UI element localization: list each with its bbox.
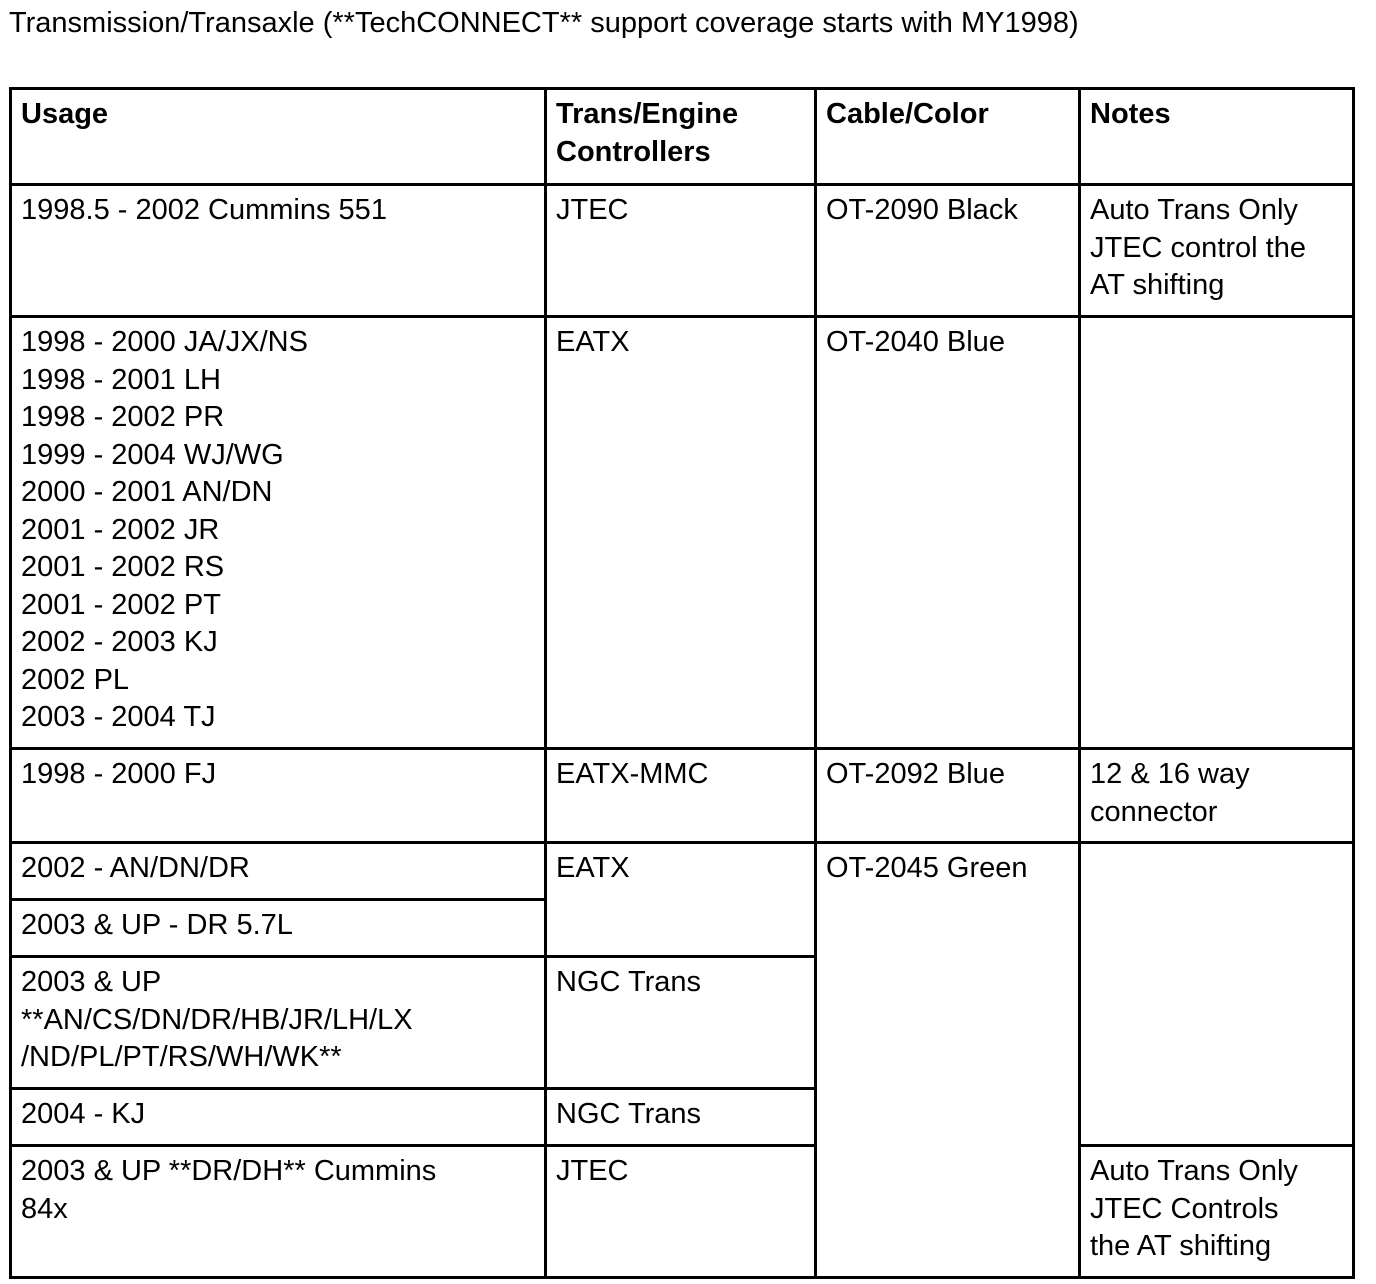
- table-row: [11, 843, 1354, 900]
- table-row: [11, 749, 1354, 843]
- cable-cell: OT-2092 Blue: [816, 749, 1080, 843]
- notes-cell: Auto Trans Only JTEC Controls the AT shifting: [1080, 1146, 1354, 1278]
- header-notes: Notes: [1080, 89, 1354, 185]
- table-row: [11, 317, 1354, 749]
- page-title: Transmission/Transaxle (**TechCONNECT** support coverage starts with MY1998): [9, 7, 1079, 39]
- controllers-cell: NGC Trans: [546, 957, 816, 1089]
- notes-cell: [1080, 843, 1354, 1146]
- usage-cell: 1998 - 2000 FJ: [11, 749, 546, 843]
- header-cable: Cable/Color: [816, 89, 1080, 185]
- usage-cell: 2003 & UP **AN/CS/DN/DR/HB/JR/LH/LX /ND/PL/PT/RS/WH/WK**: [11, 957, 546, 1089]
- controllers-cell: NGC Trans: [546, 1089, 816, 1146]
- usage-cell: 1998.5 - 2002 Cummins 551: [11, 185, 546, 317]
- cable-cell: OT-2040 Blue: [816, 317, 1080, 749]
- usage-cell: 2003 & UP - DR 5.7L: [11, 900, 546, 957]
- controllers-cell: JTEC: [546, 185, 816, 317]
- controllers-cell: EATX: [546, 317, 816, 749]
- usage-cell: 2003 & UP **DR/DH** Cummins 84x: [11, 1146, 546, 1278]
- usage-cell: 2002 - AN/DN/DR: [11, 843, 546, 900]
- header-controllers: Trans/Engine Controllers: [546, 89, 816, 185]
- header-row: [11, 89, 1354, 185]
- usage-cell: 1998 - 2000 JA/JX/NS 1998 - 2001 LH 1998 - 2002 PR 1999 - 2004 WJ/WG 2000 - 2001 AN/DN 2001 - 2002 JR 2001 - 2002 RS 2001 - 2002 PT 2002 - 2003 KJ 2002 PL 2003 - 2004 TJ: [11, 317, 546, 749]
- cable-cell: OT-2045 Green: [816, 843, 1080, 1278]
- notes-cell: [1080, 317, 1354, 749]
- cable-cell: OT-2090 Black: [816, 185, 1080, 317]
- controllers-cell: EATX-MMC: [546, 749, 816, 843]
- table-row: [11, 1146, 1354, 1278]
- controllers-cell: EATX: [546, 843, 816, 957]
- transmission-table: [9, 87, 1355, 1279]
- notes-cell: Auto Trans Only JTEC control the AT shifting: [1080, 185, 1354, 317]
- table-row: [11, 185, 1354, 317]
- usage-cell: 2004 - KJ: [11, 1089, 546, 1146]
- controllers-cell: JTEC: [546, 1146, 816, 1278]
- notes-cell: 12 & 16 way connector: [1080, 749, 1354, 843]
- header-usage: Usage: [11, 89, 546, 185]
